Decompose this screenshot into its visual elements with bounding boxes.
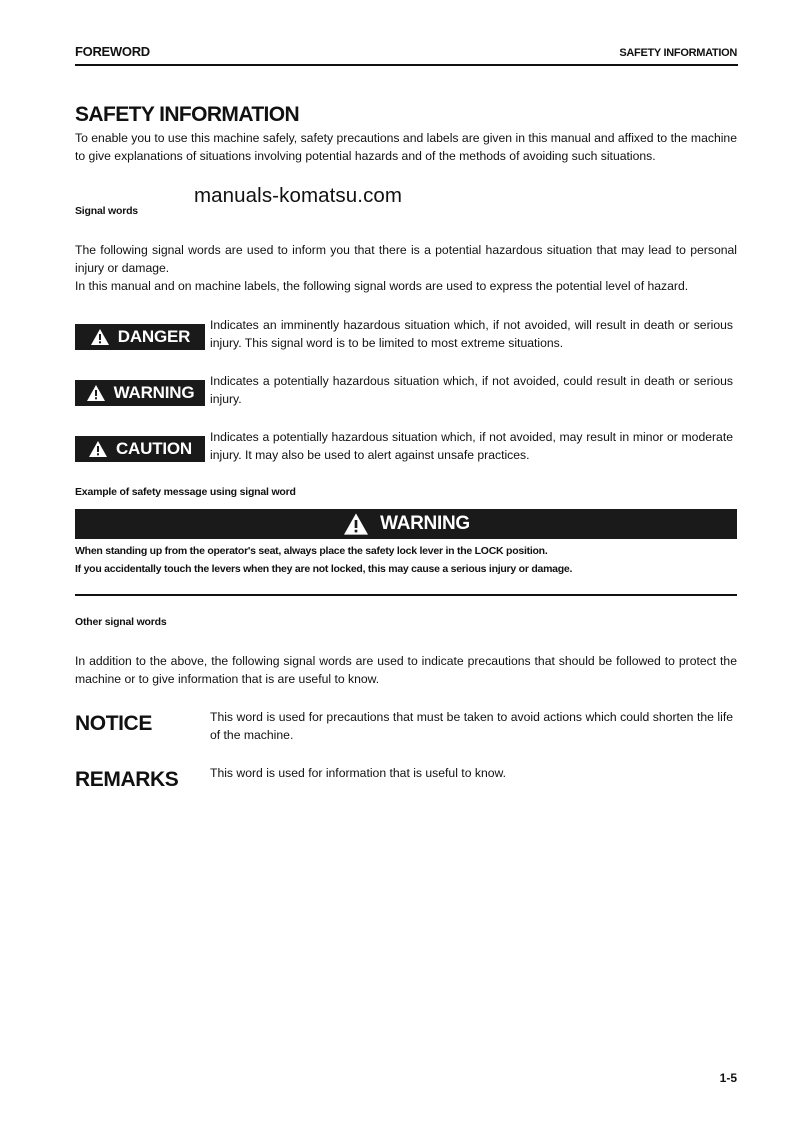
danger-badge [75,324,205,350]
header-rule [75,64,738,66]
header-chapter-title: SAFETY INFORMATION [619,47,737,59]
warning-triangle-icon [342,512,370,536]
intro-paragraph [75,129,737,165]
remarks-word: REMARKS [75,768,179,791]
example-message [75,542,737,578]
caution-label: CAUTION [115,439,193,458]
section-divider [75,594,737,596]
example-message-line2: If you accidentally touch the levers when they are not locked, this may cause a serious injury or damage. [75,563,573,575]
signal-words-para2: In this manual and on machine labels, the following signal words are used to express the potential level of hazard. [75,279,689,293]
example-message-line1: When standing up from the operator's seat, always place the safety lock lever in the LOCK position. [75,545,548,557]
example-banner-label: WARNING [380,513,470,534]
caution-description: Indicates a potentially hazardous situation which, if not avoided, may result in minor or moderate injury. It may also be used to alert against unsafe practices. [210,430,733,462]
signal-words-heading: Signal words [75,205,138,217]
other-signal-words-text: In addition to the above, the following signal words are used to indicate precautions that should be followed to protect the machine or to give information that is are useful to know. [75,654,737,686]
watermark: manuals-komatsu.com [194,184,403,207]
warning-label: WARNING [113,383,195,402]
other-signal-words-heading: Other signal words [75,616,167,628]
notice-word: NOTICE [75,712,152,735]
signal-words-paragraph [75,241,737,295]
remarks-description: This word is used for information that is useful to know. [210,766,507,780]
caution-badge [75,436,205,462]
intro-text: To enable you to use this machine safely, safety precautions and labels are given in this manual and affixed to the machine to give explanations of situations involving potential hazards and of the methods of avoiding such situations. [75,131,737,163]
danger-label: DANGER [117,327,191,346]
warning-badge [75,380,205,406]
warning-triangle-icon [90,328,110,346]
warning-triangle-icon [88,440,108,458]
warning-triangle-icon [86,384,106,402]
other-signal-words-paragraph [75,652,737,688]
page-title: SAFETY INFORMATION [75,103,300,126]
signal-words-para1: The following signal words are used to inform you that there is a potential hazardous situation that may lead to personal injury or damage. [75,243,737,275]
header-section-title: FOREWORD [75,44,150,59]
warning-description: Indicates a potentially hazardous situation which, if not avoided, could result in death or serious injury. [210,374,733,406]
example-heading: Example of safety message using signal word [75,486,296,498]
danger-description: Indicates an imminently hazardous situation which, if not avoided, will result in death or serious injury. This signal word is to be limited to most extreme situations. [210,318,733,350]
example-warning-banner [75,509,737,539]
notice-description: This word is used for precautions that must be taken to avoid actions which could shorten the life of the machine. [210,710,733,742]
page-number: 1-5 [719,1071,737,1085]
